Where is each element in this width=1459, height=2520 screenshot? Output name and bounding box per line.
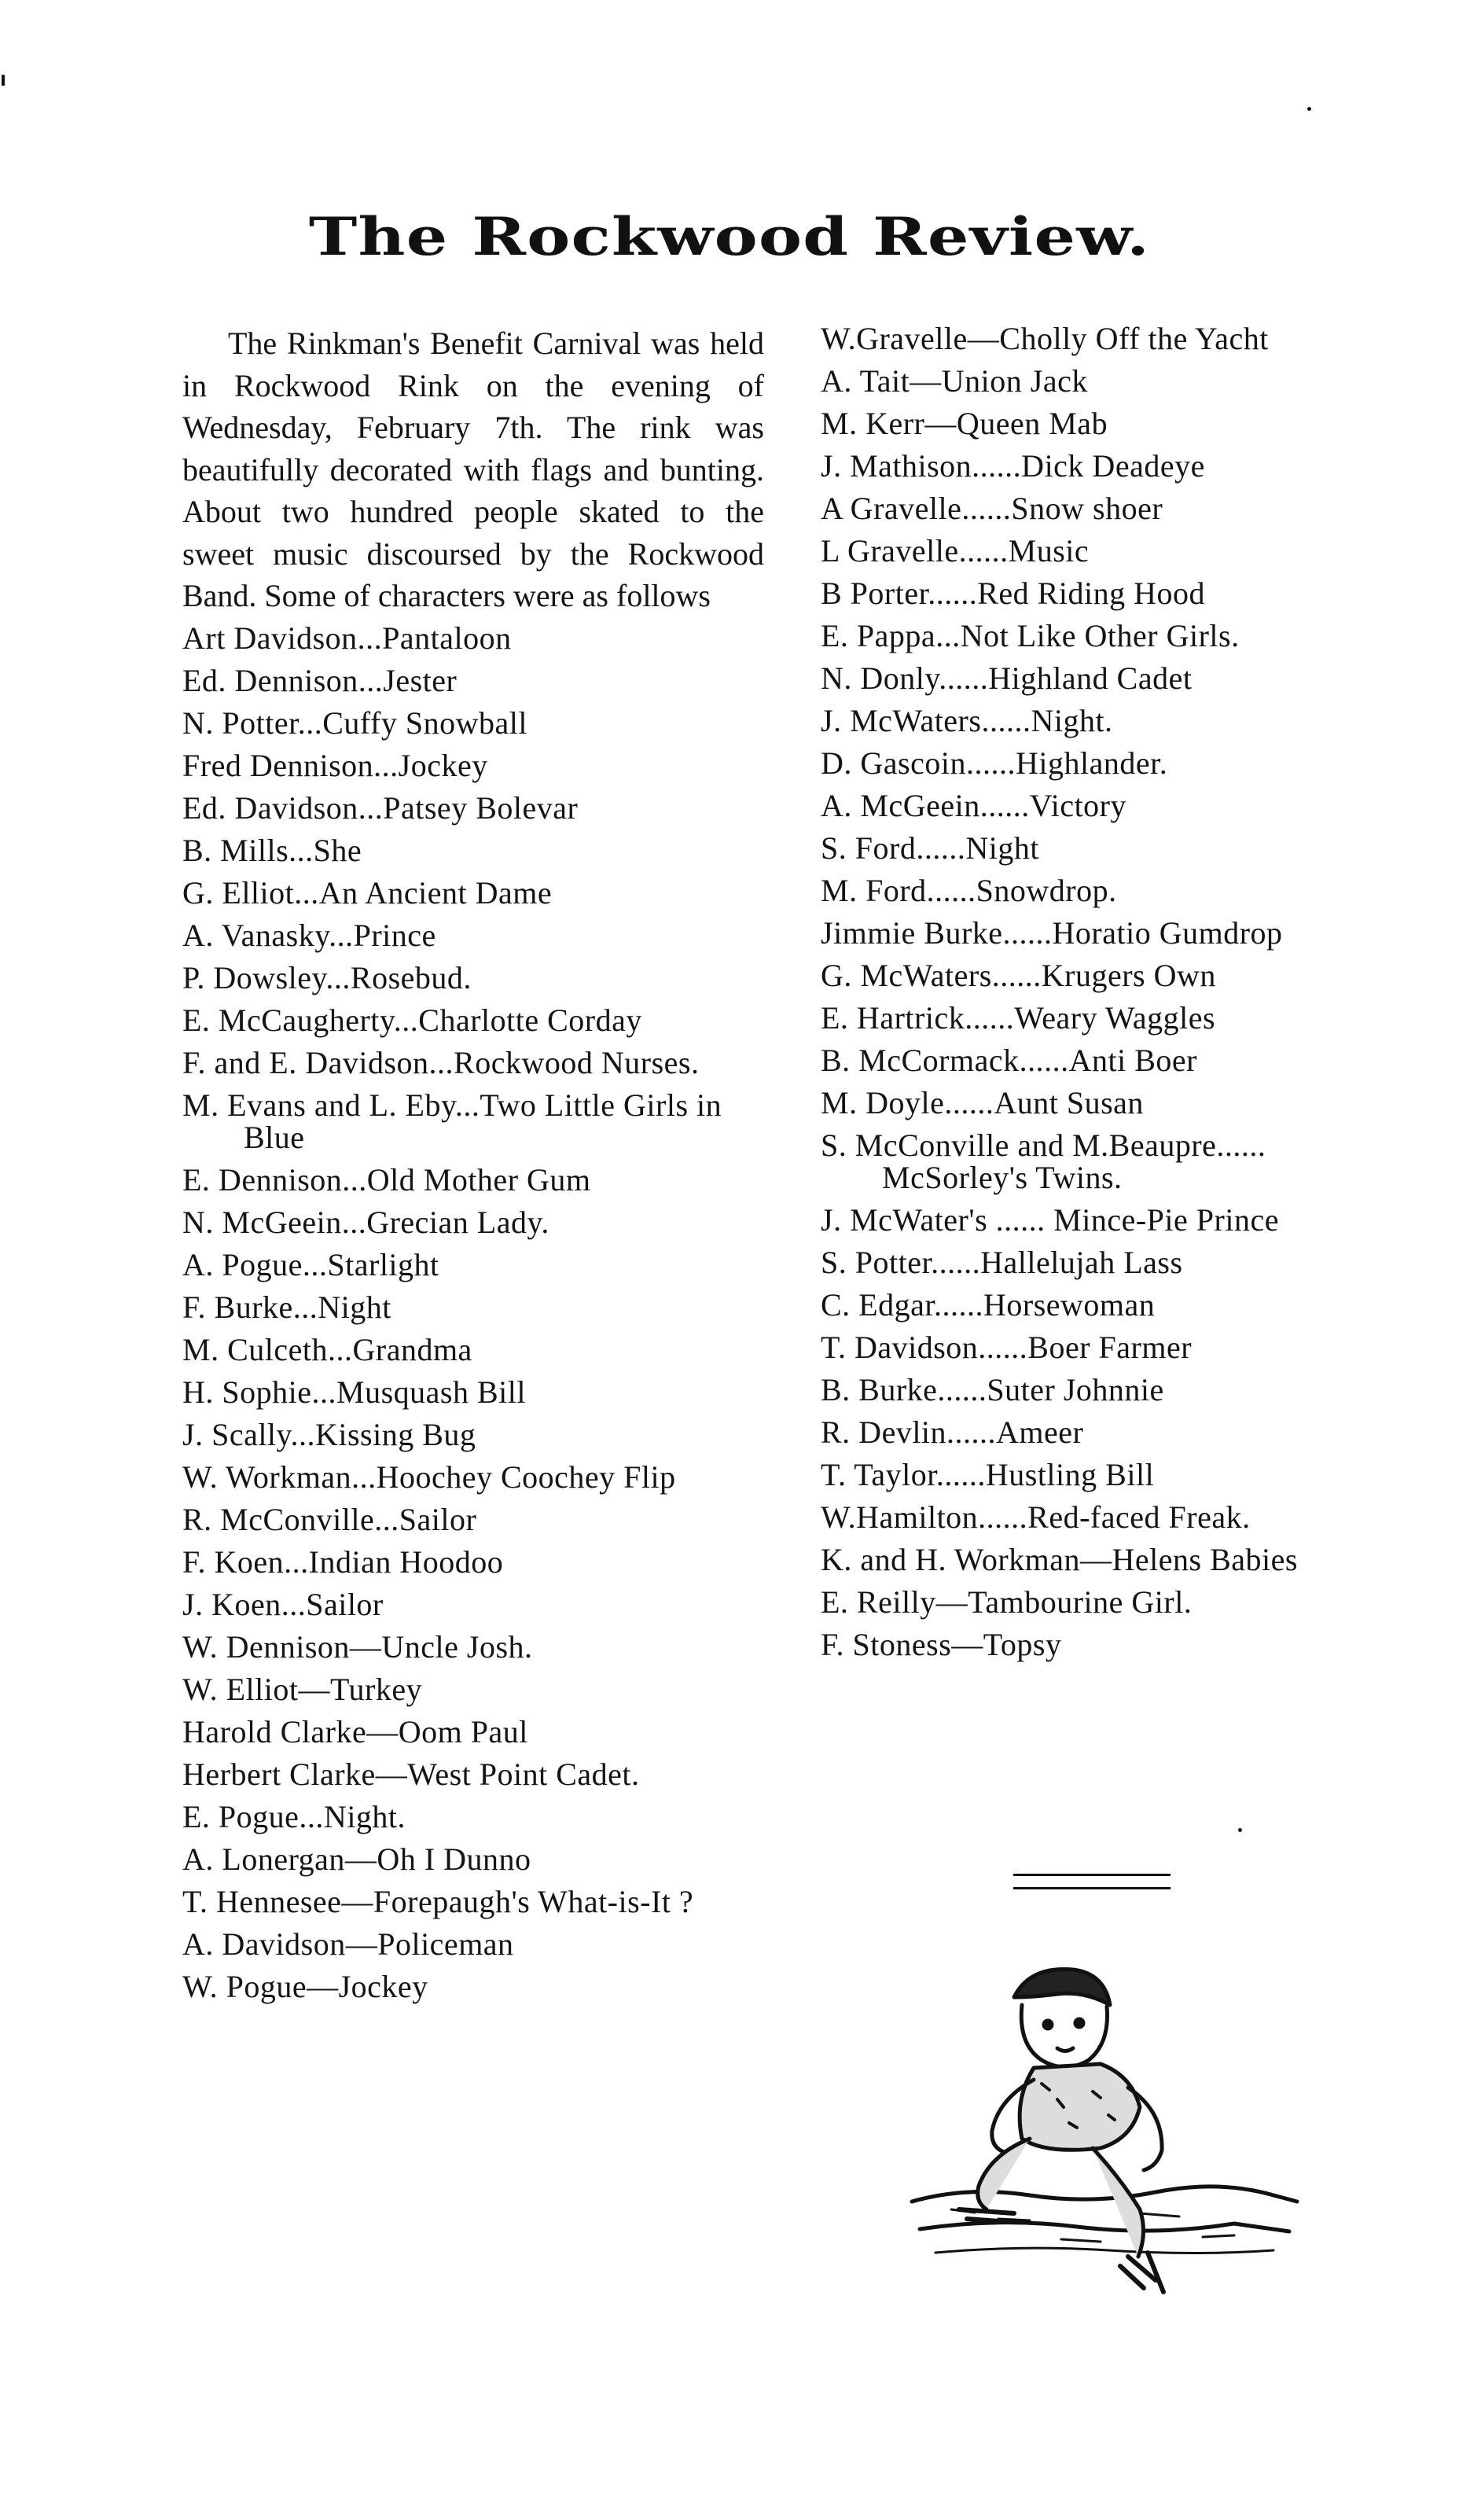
right-character-entry: M. Doyle......Aunt Susan bbox=[821, 1085, 1144, 1120]
right-character-entry: K. and H. Workman—Helens Babies bbox=[821, 1542, 1298, 1577]
right-character-entry: D. Gascoin......Highlander. bbox=[821, 745, 1168, 781]
left-character-entry: J. Koen...Sailor bbox=[182, 1586, 384, 1622]
right-character-entry: M. Kerr—Queen Mab bbox=[821, 406, 1108, 441]
left-character-entry: G. Elliot...An Ancient Dame bbox=[182, 874, 553, 911]
right-character-entry: L Gravelle......Music bbox=[821, 533, 1090, 568]
left-character-entry: P. Dowsley...Rosebud. bbox=[182, 959, 472, 995]
right-character-entry: B Porter......Red Riding Hood bbox=[821, 576, 1205, 611]
left-character-entry: F. and E. Davidson...Rockwood Nurses. bbox=[182, 1044, 700, 1080]
right-character-entry: T. Taylor......Hustling Bill bbox=[821, 1457, 1155, 1492]
left-character-entry: A. Lonergan—Oh I Dunno bbox=[182, 1841, 531, 1877]
left-character-entry: M. Culceth...Grandma bbox=[182, 1331, 472, 1367]
left-character-entry: W. Workman...Hoochey Coochey Flip bbox=[182, 1459, 676, 1495]
left-character-entry: B. Mills...She bbox=[182, 832, 362, 868]
right-character-entry: E. Pappa...Not Like Other Girls. bbox=[821, 618, 1240, 653]
left-character-entry: E. McCaugherty...Charlotte Corday bbox=[182, 1002, 642, 1038]
left-character-entry: W. Elliot—Turkey bbox=[182, 1671, 423, 1707]
right-character-entry: W.Hamilton......Red-faced Freak. bbox=[821, 1499, 1251, 1535]
left-character-entry: R. McConville...Sailor bbox=[182, 1501, 477, 1537]
left-character-entry: H. Sophie...Musquash Bill bbox=[182, 1374, 526, 1410]
right-character-entry: Jimmie Burke......Horatio Gumdrop bbox=[821, 915, 1283, 951]
left-character-entry: T. Hennesee—Forepaugh's What-is-It ? bbox=[182, 1883, 694, 1919]
right-character-entry: B. Burke......Suter Johnnie bbox=[821, 1372, 1164, 1407]
right-character-entry: A. Tait—Union Jack bbox=[821, 363, 1088, 399]
left-character-entry: A. Pogue...Starlight bbox=[182, 1246, 439, 1282]
left-character-entry: E. Pogue...Night. bbox=[182, 1798, 406, 1834]
left-character-entry: N. McGeein...Grecian Lady. bbox=[182, 1204, 549, 1240]
right-character-entry: J. McWaters......Night. bbox=[821, 703, 1113, 738]
right-character-entry: S. McConville and M.Beaupre...... McSorley's Twins. bbox=[821, 1128, 1266, 1195]
left-character-entry: J. Scally...Kissing Bug bbox=[182, 1416, 476, 1452]
right-character-entry: R. Devlin......Ameer bbox=[821, 1415, 1084, 1450]
left-character-entry: A. Vanasky...Prince bbox=[182, 917, 436, 953]
print-speck bbox=[1238, 1828, 1242, 1832]
left-character-entry: Art Davidson...Pantaloon bbox=[182, 620, 512, 656]
right-character-entry: T. Davidson......Boer Farmer bbox=[821, 1330, 1193, 1365]
right-character-entry: J. McWater's ...... Mince-Pie Prince bbox=[821, 1202, 1279, 1238]
masthead-title: The Rockwood Review. bbox=[308, 206, 1151, 267]
left-character-entry: Fred Dennison...Jockey bbox=[182, 747, 488, 783]
left-character-entry: N. Potter...Cuffy Snowball bbox=[182, 704, 527, 741]
right-character-entry: W.Gravelle—Cholly Off the Yacht bbox=[821, 321, 1269, 356]
left-character-entry: Harold Clarke—Oom Paul bbox=[182, 1713, 528, 1749]
left-character-entry: A. Davidson—Policeman bbox=[182, 1926, 514, 1962]
right-character-entry: A. McGeein......Victory bbox=[821, 788, 1126, 823]
left-character-entry: M. Evans and L. Eby...Two Little Girls in Blue bbox=[182, 1087, 722, 1155]
print-speck bbox=[1307, 107, 1311, 111]
right-character-entry: M. Ford......Snowdrop. bbox=[821, 873, 1117, 908]
left-character-entry: F. Koen...Indian Hoodoo bbox=[182, 1543, 504, 1580]
right-column bbox=[821, 322, 1402, 1671]
right-character-entry: S. Ford......Night bbox=[821, 830, 1039, 866]
right-character-entry: N. Donly......Highland Cadet bbox=[821, 660, 1193, 696]
right-character-entry: E. Reilly—Tambourine Girl. bbox=[821, 1584, 1193, 1620]
right-character-entry: F. Stoness—Topsy bbox=[821, 1627, 1062, 1662]
right-character-entry: G. McWaters......Krugers Own bbox=[821, 958, 1216, 993]
double-rule-divider bbox=[1013, 1874, 1171, 1889]
right-character-list bbox=[821, 322, 1402, 1661]
right-character-entry: J. Mathison......Dick Deadeye bbox=[821, 448, 1205, 484]
right-character-entry: A Gravelle......Snow shoer bbox=[821, 491, 1163, 526]
left-character-entry: Ed. Davidson...Patsey Bolevar bbox=[182, 789, 579, 826]
print-speck bbox=[2, 75, 5, 86]
left-column bbox=[182, 322, 764, 2013]
right-character-entry: S. Potter......Hallelujah Lass bbox=[821, 1245, 1183, 1280]
right-character-entry: E. Hartrick......Weary Waggles bbox=[821, 1000, 1216, 1036]
right-character-entry: C. Edgar......Horsewoman bbox=[821, 1287, 1156, 1323]
left-character-entry: W. Dennison—Uncle Josh. bbox=[182, 1628, 533, 1665]
left-character-entry: Herbert Clarke—West Point Cadet. bbox=[182, 1756, 640, 1792]
right-character-entry: B. McCormack......Anti Boer bbox=[821, 1043, 1197, 1078]
skater-child-illustration bbox=[904, 1942, 1313, 2304]
left-character-entry: E. Dennison...Old Mother Gum bbox=[182, 1161, 591, 1197]
left-character-entry: F. Burke...Night bbox=[182, 1289, 391, 1325]
intro-paragraph: The Rinkman's Benefit Carnival was held in Rockwood Rink on the evening of Wednesday, February 7th. The rink was beautifully decorated with flags and bunting. About two hundred people skated to the sweet music discoursed by the Rockwood Band. Some of characters were as follows bbox=[182, 326, 764, 613]
left-character-list bbox=[182, 622, 764, 2003]
left-character-entry: Ed. Dennison...Jester bbox=[182, 662, 458, 698]
left-character-entry: W. Pogue—Jockey bbox=[182, 1968, 428, 2004]
